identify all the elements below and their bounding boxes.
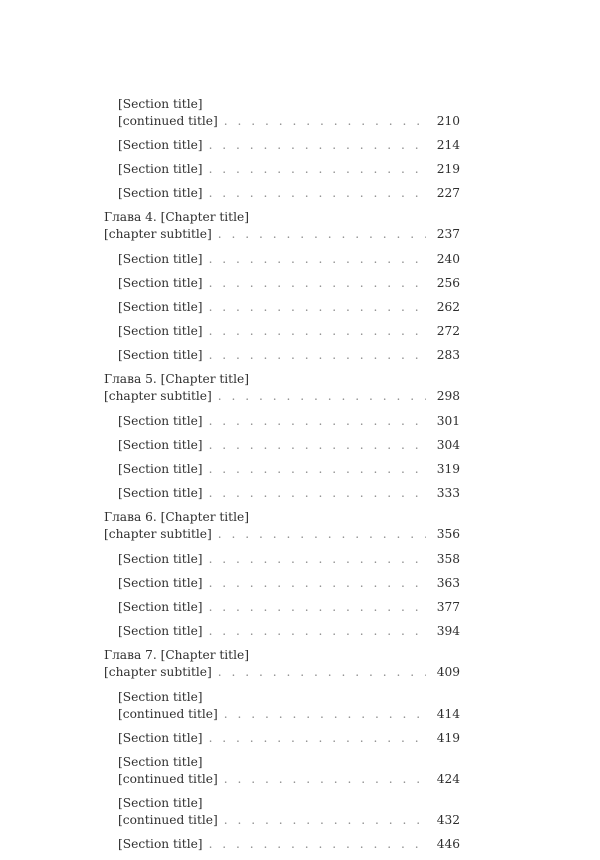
toc-entry-line [118,689,430,706]
toc-entry-title: [continued title] [118,707,218,721]
toc-page-number: 419 [436,731,460,745]
toc-entry-title: [chapter subtitle] [104,665,212,679]
toc-section-entry [104,137,460,154]
toc-entry-title: Глава 4. [Chapter title] [104,210,249,224]
toc-page-number: 446 [436,837,460,851]
toc-entry-line [104,509,430,526]
toc-leader-dots [209,275,426,292]
toc-leader-dots [209,413,426,430]
toc-chapter-entry [104,371,460,405]
toc-section-entry [104,251,460,268]
toc-leader-dots [209,185,426,202]
toc-entry-title: [Section title] [118,624,203,638]
toc-section-entry [104,795,460,829]
toc-section-entry [104,599,460,616]
toc-page-number: 394 [436,624,460,638]
toc-entry-line [104,388,430,405]
toc-entry-line [118,461,430,478]
toc-page-number: 424 [436,772,460,786]
toc-entry-line [118,485,430,502]
toc-entry-line [104,371,430,388]
table-of-contents [104,96,460,860]
toc-page-number: 237 [436,227,460,241]
toc-entry-title: [Section title] [118,690,203,704]
toc-leader-dots [209,251,426,268]
toc-leader-dots [209,437,426,454]
toc-entry-line [118,137,430,154]
toc-entry-title: [Section title] [118,300,203,314]
toc-page-number: 214 [436,138,460,152]
toc-entry-line [118,96,430,113]
toc-section-entry [104,836,460,853]
toc-page-number: 363 [436,576,460,590]
toc-page-number: 333 [436,486,460,500]
toc-page-number: 210 [436,114,460,128]
toc-section-entry [104,623,460,640]
toc-entry-title: [Section title] [118,552,203,566]
toc-leader-dots [209,730,426,747]
toc-leader-dots [218,226,426,243]
toc-entry-line [118,812,430,829]
toc-chapter-entry [104,647,460,681]
toc-leader-dots [209,599,426,616]
toc-entry-line [118,413,430,430]
toc-page-number: 262 [436,300,460,314]
toc-leader-dots [209,485,426,502]
toc-section-entry [104,299,460,316]
toc-section-entry [104,461,460,478]
toc-section-entry [104,96,460,130]
toc-page-number: 358 [436,552,460,566]
toc-entry-line [118,551,430,568]
toc-page-number: 432 [436,813,460,827]
toc-page-number: 256 [436,276,460,290]
toc-section-entry [104,485,460,502]
toc-chapter-entry [104,509,460,543]
toc-entry-title: Глава 5. [Chapter title] [104,372,249,386]
toc-entry-line [118,771,430,788]
toc-entry-line [118,113,430,130]
toc-entry-title: [Section title] [118,138,203,152]
toc-page-number: 301 [436,414,460,428]
toc-leader-dots [209,623,426,640]
toc-entry-title: [Section title] [118,796,203,810]
toc-section-entry [104,275,460,292]
toc-entry-line [118,623,430,640]
toc-page-number: 298 [436,389,460,403]
toc-leader-dots [209,299,426,316]
toc-leader-dots [218,664,426,681]
toc-leader-dots [224,706,426,723]
toc-section-entry [104,754,460,788]
toc-leader-dots [209,137,426,154]
toc-section-entry [104,575,460,592]
toc-entry-title: [Section title] [118,837,203,851]
toc-page-number: 356 [436,527,460,541]
toc-entry-title: [Section title] [118,486,203,500]
toc-page-number: 227 [436,186,460,200]
toc-entry-title: [Section title] [118,438,203,452]
toc-entry-title: [Section title] [118,276,203,290]
toc-leader-dots [209,575,426,592]
toc-entry-title: [continued title] [118,772,218,786]
toc-entry-title: [Section title] [118,97,203,111]
toc-leader-dots [209,161,426,178]
toc-leader-dots [224,771,426,788]
toc-page-number: 319 [436,462,460,476]
toc-section-entry [104,161,460,178]
toc-entry-title: Глава 7. [Chapter title] [104,648,249,662]
toc-entry-line [118,161,430,178]
toc-entry-title: [Section title] [118,576,203,590]
toc-section-entry [104,730,460,747]
toc-entry-title: [chapter subtitle] [104,389,212,403]
toc-page-number: 414 [436,707,460,721]
toc-leader-dots [209,461,426,478]
toc-entry-title: [Section title] [118,162,203,176]
toc-entry-line [104,226,430,243]
toc-chapter-entry [104,209,460,243]
toc-entry-title: [Section title] [118,348,203,362]
toc-entry-line [118,185,430,202]
toc-entry-title: [Section title] [118,600,203,614]
toc-leader-dots [209,836,426,853]
toc-section-entry [104,689,460,723]
toc-page-number: 409 [436,665,460,679]
toc-entry-line [118,836,430,853]
toc-entry-title: [Section title] [118,414,203,428]
toc-entry-line [118,575,430,592]
toc-entry-line [118,299,430,316]
toc-section-entry [104,413,460,430]
toc-page-number: 377 [436,600,460,614]
toc-entry-line [118,754,430,771]
toc-entry-line [118,275,430,292]
toc-leader-dots [218,388,426,405]
toc-page-number: 240 [436,252,460,266]
toc-leader-dots [224,812,426,829]
toc-leader-dots [209,323,426,340]
toc-page-number: 219 [436,162,460,176]
toc-leader-dots [224,113,426,130]
toc-entry-line [118,251,430,268]
toc-entry-line [118,323,430,340]
toc-entry-line [118,599,430,616]
toc-leader-dots [218,526,426,543]
toc-entry-title: [chapter subtitle] [104,227,212,241]
toc-entry-title: [Section title] [118,252,203,266]
toc-entry-title: Глава 6. [Chapter title] [104,510,249,524]
toc-page-number: 304 [436,438,460,452]
toc-entry-line [118,437,430,454]
toc-section-entry [104,347,460,364]
toc-section-entry [104,437,460,454]
toc-entry-line [118,795,430,812]
toc-entry-line [104,526,430,543]
toc-entry-title: [continued title] [118,813,218,827]
toc-page-number: 283 [436,348,460,362]
toc-section-entry [104,323,460,340]
toc-entry-title: [Section title] [118,462,203,476]
toc-leader-dots [209,551,426,568]
toc-entry-title: [Section title] [118,755,203,769]
toc-entry-line [118,706,430,723]
toc-entry-title: [chapter subtitle] [104,527,212,541]
toc-section-entry [104,185,460,202]
toc-leader-dots [209,347,426,364]
toc-entry-line [104,664,430,681]
toc-entry-line [104,209,430,226]
toc-entry-title: [Section title] [118,731,203,745]
toc-page-number: 272 [436,324,460,338]
toc-entry-title: [Section title] [118,324,203,338]
toc-entry-line [118,730,430,747]
toc-entry-title: [Section title] [118,186,203,200]
toc-entry-line [118,347,430,364]
toc-section-entry [104,551,460,568]
toc-entry-line [104,647,430,664]
toc-entry-title: [continued title] [118,114,218,128]
